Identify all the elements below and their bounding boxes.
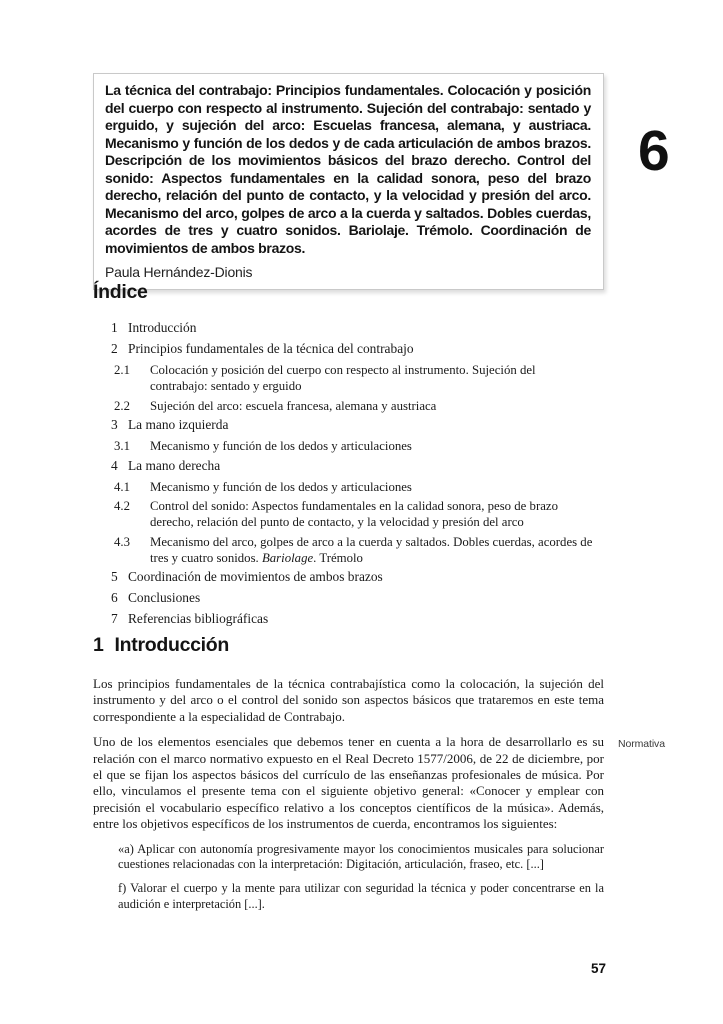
paragraph: Uno de los elementos esenciales que debemos tener en cuenta a la hora de desarrollarlo es su relación con el marco normativo expuesto en el Real Decreto 1577/2006, de 22 de diciembre, por el que se fijan los aspectos básicos del currículo de las enseñanzas profesionales de música. Por ello, vinculamos el presente tema con el siguiente objetivo general: «Conocer y emplear con precisión el vocabulario específico relativo a los conceptos científicos de la música». Además, entre los objetivos específicos de los instrumentos de cuerda, encontramos los siguientes: bbox=[93, 734, 604, 832]
paragraph: Los principios fundamentales de la técnica contrabajística como la colocación, la sujeción del instrumento y del arco o el control del sonido son aspectos básicos que trataremos en este tema correspondiente a la especialidad de Contrabajo. bbox=[93, 676, 604, 724]
toc-item-number: 3 bbox=[111, 417, 118, 432]
toc-item-number: 2.1 bbox=[114, 363, 130, 377]
section-body bbox=[93, 676, 604, 920]
toc-item-number: 4 bbox=[111, 457, 118, 473]
toc-item-text: Control del sonido: Aspectos fundamentales en la calidad sonora, peso de brazo derecho, relación del punto de contacto, y la velocidad y presión del arco bbox=[150, 499, 558, 529]
margin-note: Normativa bbox=[618, 738, 665, 750]
toc-title: Índice bbox=[93, 281, 148, 303]
quote-paragraph: f) Valorar el cuerpo y la mente para utilizar con seguridad la técnica y poder concentrarse en la audición e interpretación [...]. bbox=[118, 881, 604, 911]
chapter-number: 6 bbox=[638, 119, 670, 183]
toc-item-text: Coordinación de movimientos de ambos brazos bbox=[128, 569, 383, 584]
toc-item bbox=[93, 458, 595, 475]
section-number: 1 bbox=[93, 634, 104, 656]
toc-item bbox=[93, 417, 595, 434]
toc-item-text: Referencias bibliográficas bbox=[128, 611, 269, 626]
page-number: 57 bbox=[590, 961, 606, 976]
toc-item-number: 4.2 bbox=[114, 499, 130, 513]
toc-item-text: Principios fundamentales de la técnica del contrabajo bbox=[128, 341, 414, 356]
toc-item-text: Mecanismo y función de los dedos y articulaciones bbox=[150, 479, 412, 494]
toc-item-number: 1 bbox=[111, 320, 118, 335]
toc-item bbox=[93, 438, 595, 454]
toc-item bbox=[93, 320, 595, 337]
section-heading bbox=[93, 634, 229, 657]
toc-item-text: La mano derecha bbox=[128, 457, 221, 473]
toc-item-text: Colocación y posición del cuerpo con respecto al instrumento. Sujeción del contrabajo: sentado y erguido bbox=[150, 363, 536, 393]
toc-item-text: Mecanismo y función de los dedos y articulaciones bbox=[150, 439, 412, 453]
toc-item-text: Sujeción del arco: escuela francesa, alemana y austriaca bbox=[150, 398, 437, 413]
toc-item-number: 6 bbox=[111, 590, 118, 605]
toc-item-number: 7 bbox=[111, 611, 118, 626]
toc-item-number: 3.1 bbox=[114, 439, 130, 453]
toc-item-text: Introducción bbox=[128, 320, 197, 335]
toc-item-text: La mano izquierda bbox=[128, 417, 229, 432]
toc-item bbox=[93, 569, 595, 586]
author-name: Paula Hernández-Dionis bbox=[105, 264, 253, 280]
chapter-summary-box bbox=[93, 73, 604, 290]
toc-item-text: Mecanismo del arco, golpes de arco a la cuerda y saltados. Dobles cuerdas, acordes de tres y cuatro sonidos. Bariolage. Trémolo bbox=[150, 534, 593, 565]
toc-item bbox=[93, 590, 595, 607]
section-title: Introducción bbox=[114, 634, 230, 656]
toc-item bbox=[93, 398, 595, 414]
toc-item bbox=[93, 341, 595, 358]
toc-item bbox=[93, 498, 595, 530]
toc-item-number: 5 bbox=[111, 569, 118, 584]
toc-item-number: 2 bbox=[111, 341, 118, 356]
toc-item bbox=[93, 611, 595, 628]
toc-item-text: Conclusiones bbox=[128, 590, 201, 605]
chapter-summary-text: La técnica del contrabajo: Principios fundamentales. Colocación y posición del cuerpo con respecto al instrumento. Sujeción del contrabajo: sentado y erguido, y sujeción del arco: Escuelas francesa, alemana, y austriaca. Mecanismo y función de los dedos y de cada articulación de ambos brazos. Descripción de los movimientos básicos del brazo derecho. Control del sonido: Aspectos fundamentales en la calidad sonora, peso del brazo derecho, relación del punto de contacto, y la velocidad y presión del arco. Mecanismo del arco, golpes de arco a la cuerda y saltados. Dobles cuerdas, acordes de tres y cuatro sonidos. Bariolaje. Trémolo. Coordinación de movimientos de ambos brazos. bbox=[105, 82, 591, 256]
toc-item bbox=[93, 479, 595, 495]
toc-item-number: 4.3 bbox=[114, 534, 130, 549]
toc-item bbox=[93, 534, 595, 566]
toc-item-number: 2.2 bbox=[114, 398, 130, 413]
quote-paragraph: «a) Aplicar con autonomía progresivamente mayor los conocimientos musicales para solucionar cuestiones relacionadas con la interpretación: Digitación, articulación, fraseo, etc. [...] bbox=[118, 841, 604, 872]
toc-item bbox=[93, 362, 595, 394]
toc-list bbox=[93, 320, 595, 632]
toc-item-number: 4.1 bbox=[114, 479, 130, 494]
